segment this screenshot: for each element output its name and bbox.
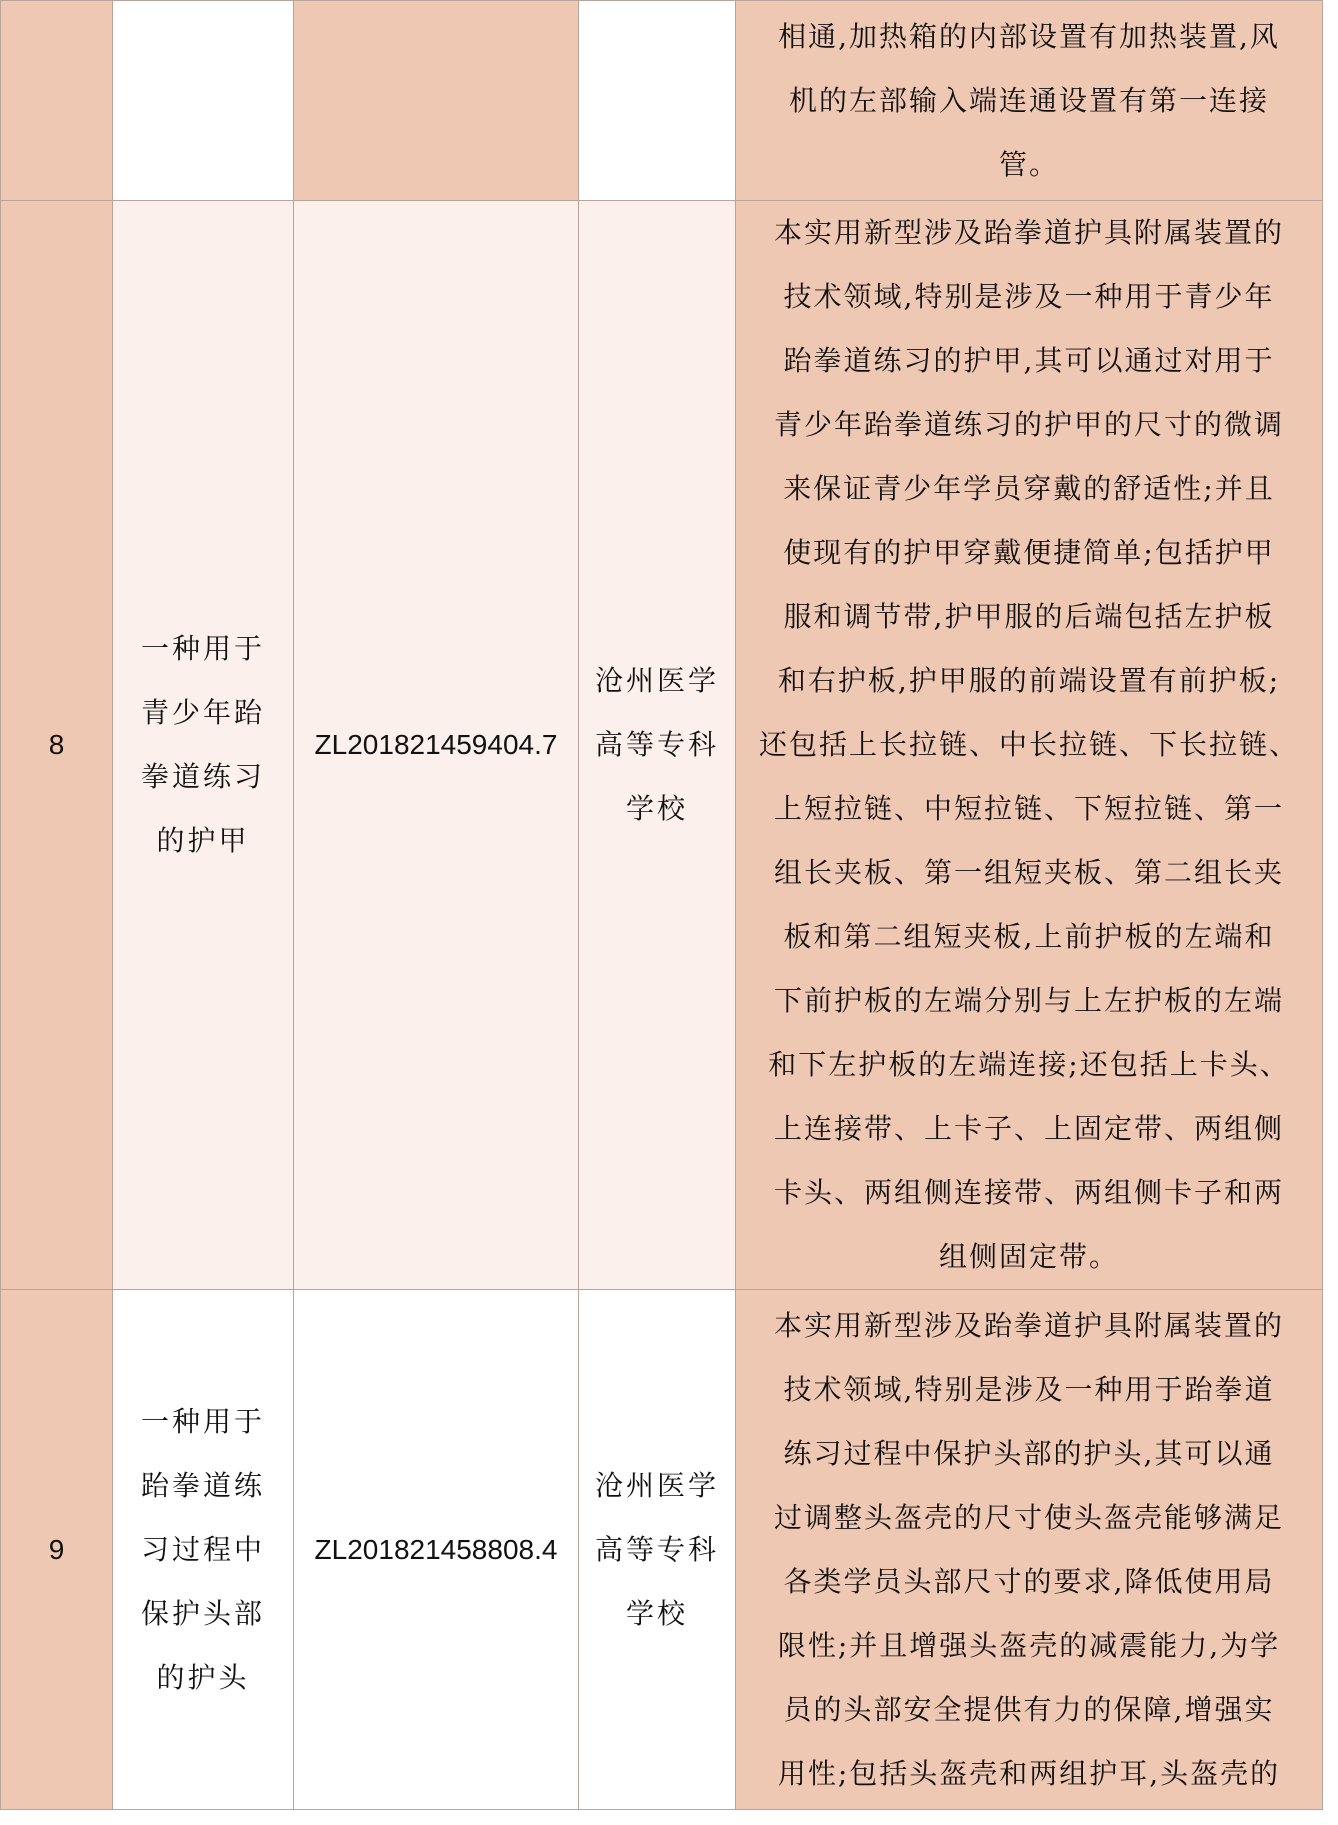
patent-name-line: 一种用于 [140,632,265,665]
table-row [1,1,1323,201]
description-line: 相通,加热箱的内部设置有加热装置,风 [778,19,1280,53]
owner-cell [579,1290,736,1810]
description-line: 来保证青少年学员穿戴的舒适性;并且 [783,472,1275,505]
row-number-cell: 8 [1,201,113,1290]
description-line: 本实用新型涉及跆拳道护具附属装置的 [773,216,1284,249]
patent-name-line: 习过程中 [140,1532,265,1566]
row-number-cell: 9 [1,1290,113,1810]
owner-line: 沧州医学 [594,664,719,697]
patent-number-cell: ZL201821458808.4 [294,1290,579,1810]
description-cell [736,1290,1323,1810]
description-line: 服和调节带,护甲服的后端包括左护板 [783,600,1275,633]
patent-name-line: 保护头部 [140,1596,265,1630]
description-line: 跆拳道练习的护甲,其可以通过对用于 [783,344,1275,377]
description-line: 本实用新型涉及跆拳道护具附属装置的 [773,1308,1284,1342]
description-line: 上短拉链、中短拉链、下短拉链、第一 [773,792,1284,825]
owner-line: 高等专科 [594,1532,719,1566]
patent-name-cell [113,1,294,201]
patent-name-line: 跆拳道练 [140,1468,265,1502]
description-cell [736,201,1323,1290]
description-line: 卡头、两组侧连接带、两组侧卡子和两 [773,1176,1284,1209]
description-line: 还包括上长拉链、中长拉链、下长拉链、 [758,728,1299,761]
description-line: 和右护板,护甲服的前端设置有前护板; [777,664,1281,697]
owner-cell [579,1,736,201]
owner-line: 学校 [625,792,688,825]
patent-name-line: 的护甲 [156,824,250,857]
description-line: 上连接带、上卡子、上固定带、两组侧 [773,1112,1284,1145]
description-line: 技术领域,特别是涉及一种用于青少年 [783,280,1275,313]
owner-line: 沧州医学 [594,1468,719,1502]
patent-name-line: 一种用于 [140,1404,265,1438]
description-line: 员的头部安全提供有力的保障,增强实 [783,1692,1275,1726]
patent-name-line: 的护头 [156,1660,250,1694]
description-line: 青少年跆拳道练习的护甲的尺寸的微调 [773,408,1284,441]
owner-line: 高等专科 [594,728,719,761]
description-line: 用性;包括头盔壳和两组护耳,头盔壳的 [777,1756,1281,1790]
patent-name-line: 拳道练习 [140,760,265,793]
description-line: 组长夹板、第一组短夹板、第二组长夹 [773,856,1284,889]
description-line: 下前护板的左端分别与上左护板的左端 [773,984,1284,1017]
owner-line: 学校 [625,1596,688,1630]
description-line: 各类学员头部尺寸的要求,降低使用局 [783,1564,1275,1598]
table-row [1,201,1323,1290]
description-line: 组侧固定带。 [938,1240,1119,1273]
description-line: 板和第二组短夹板,上前护板的左端和 [783,920,1275,953]
description-line: 限性;并且增强头盔壳的减震能力,为学 [777,1628,1281,1662]
description-line: 练习过程中保护头部的护头,其可以通 [783,1436,1275,1470]
description-cell [736,1,1323,201]
patent-number-cell [294,1,579,201]
row-number-cell [1,1,113,201]
patent-name-cell [113,201,294,1290]
description-line: 使现有的护甲穿戴便捷简单;包括护甲 [783,536,1275,569]
patent-name-cell [113,1290,294,1810]
patent-name-line: 青少年跆 [140,696,265,729]
table-row [1,1290,1323,1810]
description-line: 管。 [998,147,1059,181]
owner-cell [579,201,736,1290]
patent-number-cell: ZL201821459404.7 [294,201,579,1290]
description-line: 技术领域,特别是涉及一种用于跆拳道 [783,1372,1275,1406]
description-line: 过调整头盔壳的尺寸使头盔壳能够满足 [773,1500,1284,1534]
description-line: 机的左部输入端连通设置有第一连接 [788,83,1269,117]
description-line: 和下左护板的左端连接;还包括上卡头、 [768,1048,1290,1081]
